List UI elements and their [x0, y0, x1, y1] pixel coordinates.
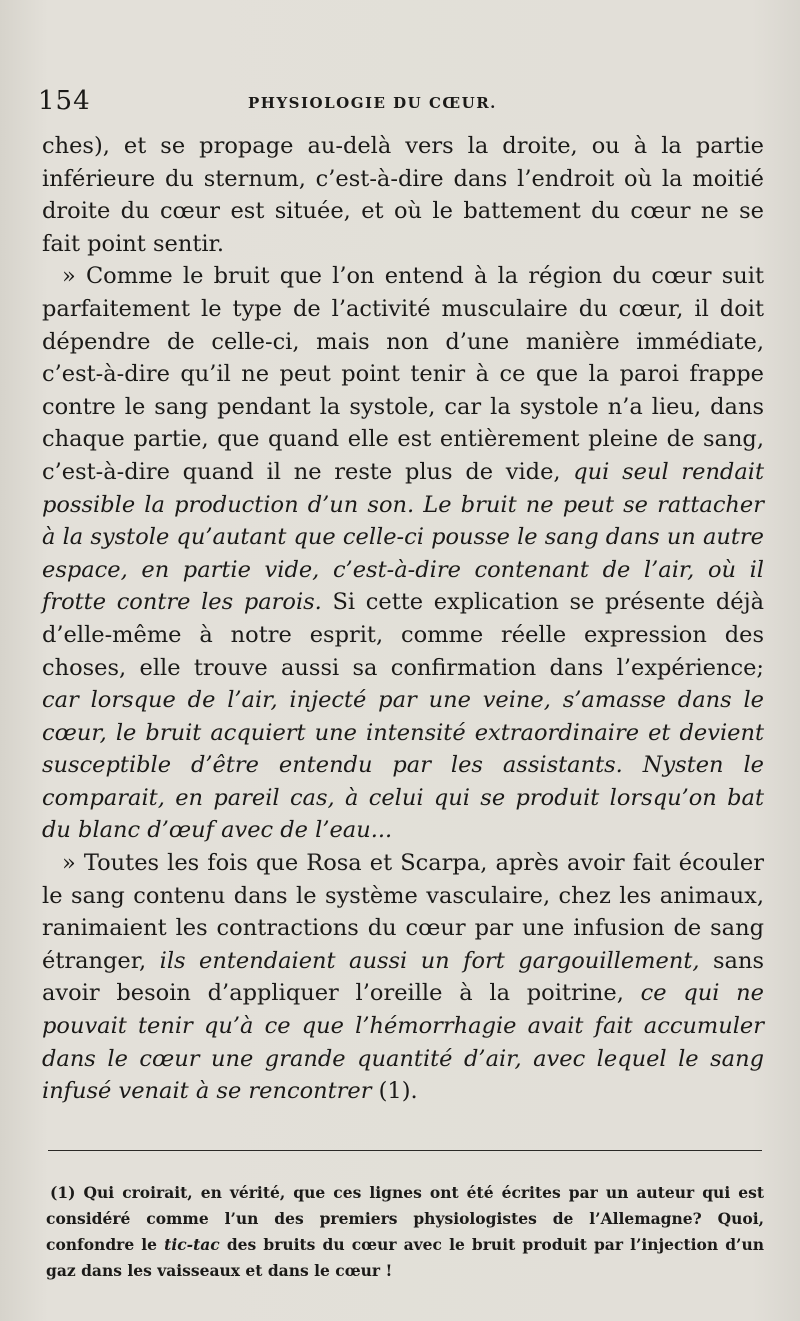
footnote-text-2: des bruits du cœur avec le bruit produit par l’injection d’un gaz dans les vaisseaux et dans le cœur !: [46, 1235, 764, 1280]
paragraph-2-italic-1: qui seul rendait possible la production d’un son. Le bruit ne peut se rattacher à la systole qu’autant que celle-ci pousse le sang dans un autre espace, en partie vide, c’est-à-dire contenant de l’air, où il frotte contre les parois.: [42, 458, 764, 616]
body-text: [42, 130, 764, 1108]
paragraph-2-italic-2: car lorsque de l’air, injecté par une veine, s’amasse dans le cœur, le bruit acquiert une intensité extraordinaire et devient susceptible d’être entendu par les assistants. Nysten le comparait, en pareil cas, à celui qui se produit lorsqu’on bat du blanc d’œuf avec de l’eau...: [42, 687, 764, 844]
paragraph-2: [42, 260, 764, 847]
paragraph-1-text: ches), et se propage au-delà vers la droite, ou à la partie inférieure du sternum, c’est-à-dire dans l’endroit où la moitié droite du cœur est située, et où le battement du cœur ne se fait point sentir.: [42, 133, 764, 257]
footnote-text: (1) Qui croirait, en vérité, que ces lignes ont été écrites par un auteur qui est considéré comme l’un des premiers physiologistes de l’Allemagne? Quoi, confondre le: [46, 1183, 764, 1254]
paragraph-2-text-2: Si cette explication se présente déjà d’elle-même à notre esprit, comme réelle expression des choses, elle trouve aussi sa confirmation dans l’expérience;: [42, 589, 764, 681]
footnote-italic: tic-tac: [164, 1235, 220, 1254]
footnote-paragraph: [46, 1180, 764, 1284]
paragraph-3: [42, 847, 764, 1108]
paragraph-3-italic-2: ce qui ne pouvait tenir qu’à ce que l’hémorrhagie avait fait accumuler dans le cœur une grande quantité d’air, avec lequel le sang infusé venait à se rencontrer: [42, 980, 764, 1105]
paragraph-3-text-2: sans avoir besoin d’appliquer l’oreille à la poitrine,: [42, 947, 764, 1007]
running-head: PHYSIOLOGIE DU CŒUR.: [248, 94, 497, 112]
page-header: [38, 86, 762, 122]
page-number: 154: [38, 86, 91, 116]
footnote: [46, 1180, 764, 1284]
footnote-divider: [48, 1150, 762, 1151]
paragraph-3-text: » Toutes les fois que Rosa et Scarpa, après avoir fait écouler le sang contenu dans le système vasculaire, chez les animaux, ranimaient les contractions du cœur par une infusion de sang étranger,: [42, 850, 764, 974]
paragraph-1: [42, 130, 764, 260]
paragraph-3-italic-1: ils entendaient aussi un fort gargouillement,: [159, 947, 700, 974]
footnote-reference: (1).: [378, 1078, 418, 1105]
paragraph-2-text: » Comme le bruit que l’on entend à la région du cœur suit parfaitement le type de l’activité musculaire du cœur, il doit dépendre de celle-ci, mais non d’une manière immédiate, c’est-à-dire qu’il ne peut point tenir à ce que la paroi frappe contre le sang pendant la systole, car la systole n’a lieu, dans chaque partie, que quand elle est entièrement pleine de sang, c’est-à-dire quand il ne reste plus de vide,: [42, 263, 764, 485]
